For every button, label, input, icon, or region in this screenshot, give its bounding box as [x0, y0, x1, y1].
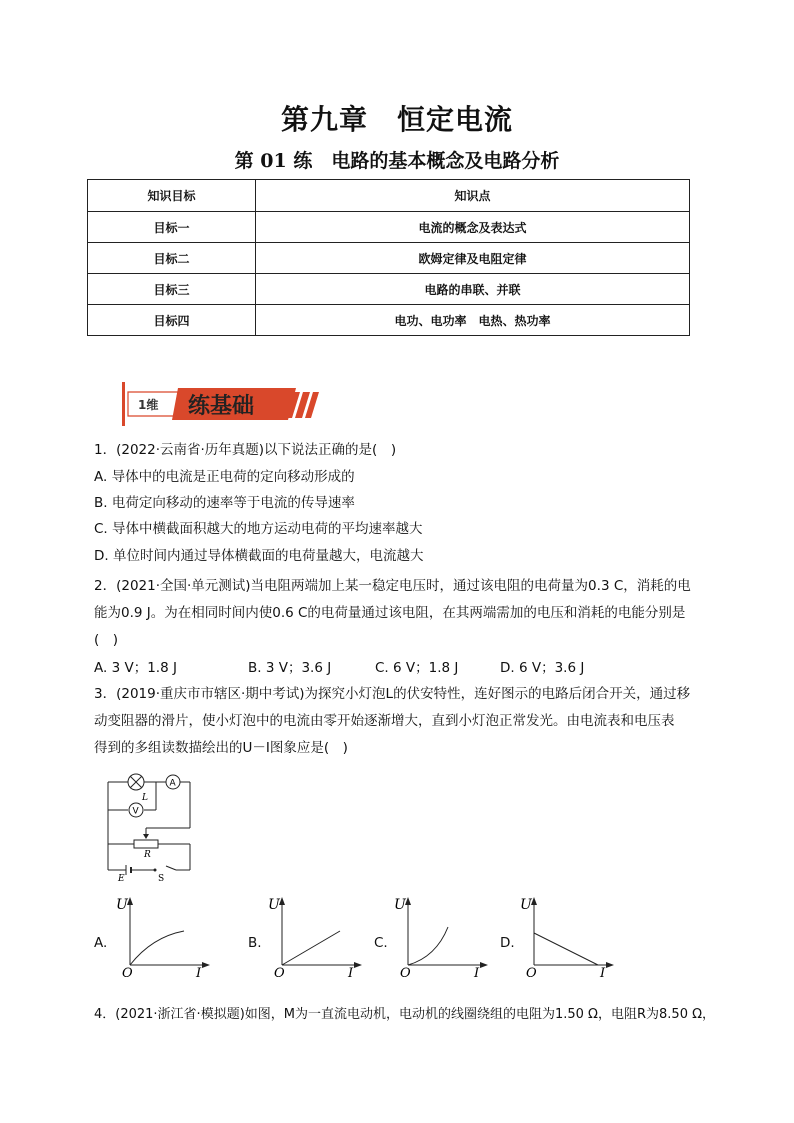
q3-graph-d: [520, 893, 616, 977]
voltmeter-icon: [129, 803, 143, 817]
x-axis-arrow-icon: [202, 962, 210, 968]
banner-badge: 1维: [138, 398, 159, 412]
q2-line1: 2．(2021·全国·单元测试)当电阻两端加上某一稳定电压时，通过该电阻的电荷量为0.3 C，消耗的电: [94, 578, 691, 594]
curve: [408, 927, 448, 965]
section-banner: [120, 382, 320, 426]
q2-option-b: B. 3 V；3.6 J: [248, 660, 332, 676]
table-cell: 电路的串联、并联: [256, 274, 690, 305]
y-axis-label: U: [394, 897, 406, 913]
origin-label: O: [526, 966, 537, 977]
ammeter-icon: [166, 775, 180, 789]
table-header: 知识目标: [88, 180, 256, 212]
x-axis-label: I: [196, 966, 202, 977]
line: [534, 933, 598, 965]
q3-graph-c: [394, 893, 490, 977]
circuit-diagram: [100, 770, 200, 882]
y-axis-arrow-icon: [279, 897, 285, 905]
q2-option-c: C. 6 V；1.8 J: [375, 660, 459, 676]
table-cell: 电流的概念及表达式: [256, 212, 690, 243]
lamp-label: L: [142, 793, 148, 803]
x-axis-label: I: [474, 966, 480, 977]
q1-option-c: C. 导体中横截面积越大的地方运动电荷的平均速率越大: [94, 521, 423, 537]
q2-line2: 能为0.9 J。为在相同时间内使0.6 C的电荷量通过该电阻，在其两端需加的电压和消耗的电能分别是: [94, 605, 686, 621]
q3-graph-letter-c: C.: [374, 935, 388, 951]
section-title: 第 01 练 电路的基本概念及电路分析: [234, 150, 560, 172]
goals-table: [87, 179, 690, 336]
y-axis-label: U: [520, 897, 532, 913]
switch-icon: [154, 869, 157, 872]
banner-label: 练基础: [188, 394, 255, 419]
table-header-row: [88, 180, 690, 212]
q3-line2: 动变阻器的滑片，使小灯泡中的电流由零开始逐渐增大，直到小灯泡正常发光。由电流表和电压表: [94, 713, 675, 729]
svg-text:V: V: [132, 806, 139, 817]
y-axis-arrow-icon: [405, 897, 411, 905]
q3-graph-letter-d: D.: [500, 935, 515, 951]
q2-option-d: D. 6 V；3.6 J: [500, 660, 585, 676]
line: [282, 931, 340, 965]
y-axis-label: U: [116, 897, 128, 913]
table-row: [88, 274, 690, 305]
switch-label: S: [158, 874, 165, 882]
table-row: [88, 212, 690, 243]
q1-stem: 1．(2022·云南省·历年真题)以下说法正确的是( ): [94, 442, 397, 458]
rheostat-label: R: [144, 850, 151, 860]
x-axis-label: I: [600, 966, 606, 977]
origin-label: O: [122, 966, 133, 977]
table-row: [88, 305, 690, 336]
table-cell: 欧姆定律及电阻定律: [256, 243, 690, 274]
table-cell: 目标一: [88, 212, 256, 243]
table-row: [88, 243, 690, 274]
x-axis-arrow-icon: [354, 962, 362, 968]
chapter-title: 第九章 恒定电流: [280, 103, 513, 136]
svg-text:A: A: [169, 778, 176, 789]
q1-option-d: D. 单位时间内通过导体横截面的电荷量越大，电流越大: [94, 548, 424, 564]
q2-line3: ( ): [94, 632, 119, 648]
q1-option-a: A. 导体中的电流是正电荷的定向移动形成的: [94, 469, 355, 485]
origin-label: O: [274, 966, 285, 977]
q4-line1: 4．(2021·浙江省·模拟题)如图，M为一直流电动机，电动机的线圈绕组的电阻为1.50 Ω，电阻R为8.50 Ω，: [94, 1007, 716, 1022]
lamp-icon: [128, 774, 144, 790]
origin-label: O: [400, 966, 411, 977]
slider-arrow-icon: [143, 834, 149, 839]
y-axis-arrow-icon: [531, 897, 537, 905]
table-cell: 目标三: [88, 274, 256, 305]
q3-graph-b: [268, 893, 364, 977]
x-axis-arrow-icon: [606, 962, 614, 968]
table-header: 知识点: [256, 180, 690, 212]
q3-line3: 得到的多组读数描绘出的U－I图象应是( ): [94, 740, 348, 756]
banner-left-bar: [122, 382, 125, 426]
battery-icon: [126, 865, 131, 875]
table-cell: 目标二: [88, 243, 256, 274]
table-cell: 目标四: [88, 305, 256, 336]
curve: [130, 931, 184, 965]
y-axis-label: U: [268, 897, 280, 913]
source-label: E: [118, 874, 125, 882]
q3-graph-letter-a: A.: [94, 935, 108, 951]
table-cell: 电功、电功率 电热、热功率: [256, 305, 690, 336]
q2-option-a: A. 3 V；1.8 J: [94, 660, 177, 676]
q1-option-b: B. 电荷定向移动的速率等于电流的传导速率: [94, 495, 355, 511]
q3-graph-a: [116, 893, 212, 977]
y-axis-arrow-icon: [127, 897, 133, 905]
x-axis-arrow-icon: [480, 962, 488, 968]
q3-line1: 3．(2019·重庆市市辖区·期中考试)为探究小灯泡L的伏安特性，连好图示的电路后闭合开关，通过移: [94, 686, 691, 702]
x-axis-label: I: [348, 966, 354, 977]
q3-graph-letter-b: B.: [248, 935, 262, 951]
